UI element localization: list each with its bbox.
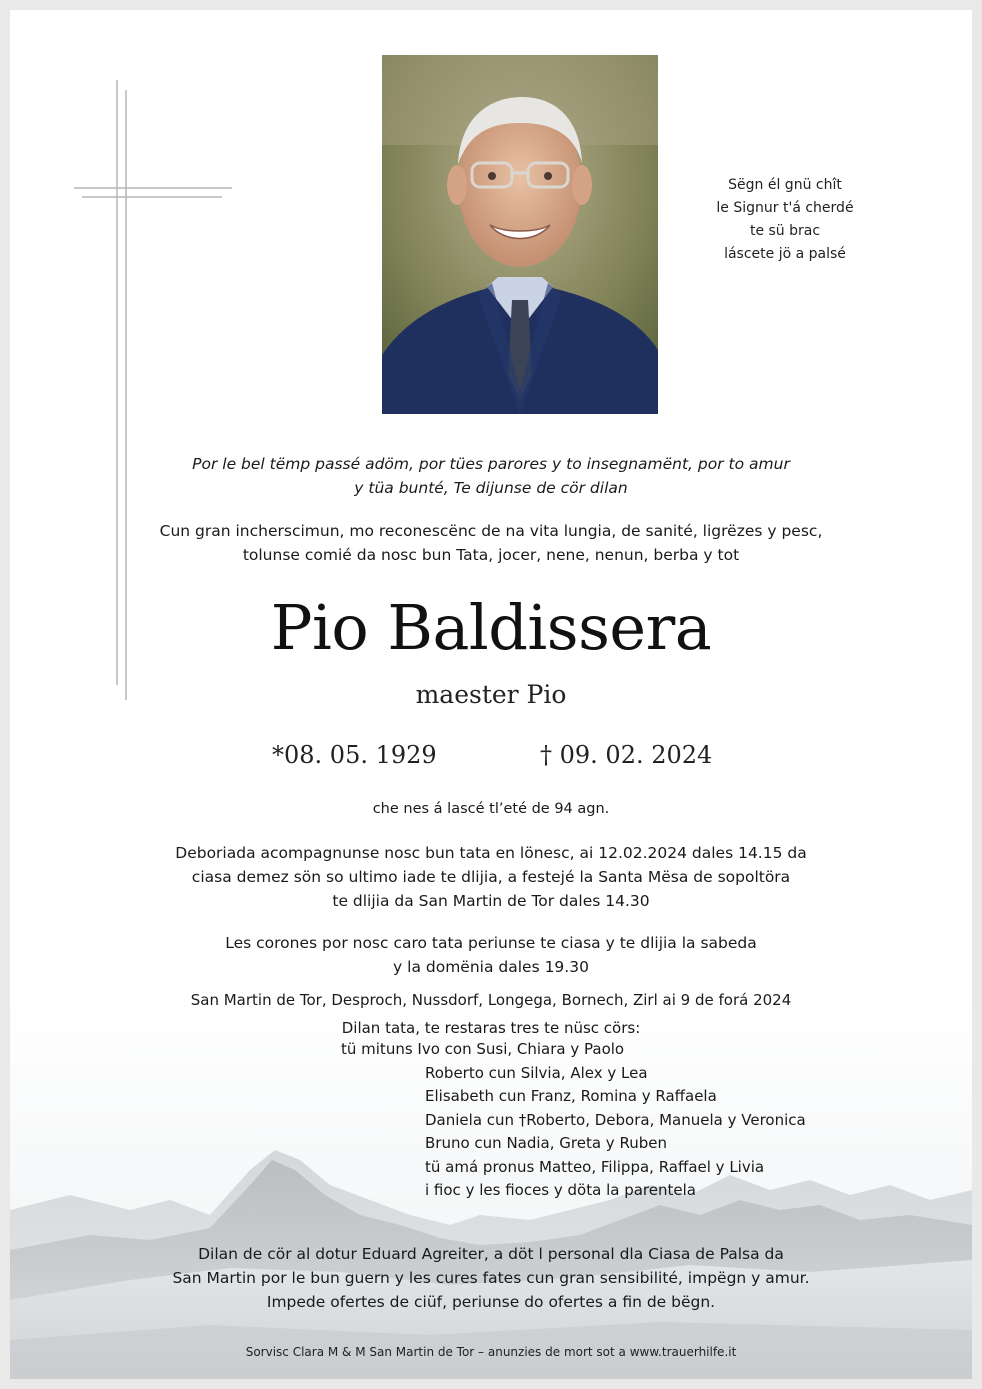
- intro-text: [10, 519, 972, 567]
- thanks-line: San Martin por le bun guern y les cures fates cun gran sensibilité, impëgn y amur.: [172, 1269, 810, 1287]
- family-line: Roberto cun Silvia, Alex y Lea: [425, 1063, 648, 1082]
- family-line: i fioc y les fioces y döta la parentela: [425, 1181, 696, 1199]
- funeral-line: ciasa demez sön so ultimo iade te dlijia, a festejé la Santa Mësa de sopoltöra: [191, 868, 791, 886]
- wreaths-line: Les corones por nosc caro tata periunse te ciasa y te dlijia la sabeda: [225, 934, 757, 952]
- intro-line: Cun gran incherscimun, mo reconescënc de na vita lungia, de sanité, ligrëzes y pesc,: [159, 522, 823, 540]
- portrait-photo: [382, 55, 658, 414]
- place-date: San Martin de Tor, Desproch, Nussdorf, Longega, Bornech, Zirl ai 9 de forá 2024: [190, 991, 792, 1009]
- mourners-intro: Dilan tata, te restaras tres te nüsc cörs:: [341, 1019, 641, 1037]
- verse-line: te sü brac: [749, 223, 821, 239]
- funeral-line: Deboriada acompagnunse nosc bun tata en lönesc, ai 12.02.2024 dales 14.15 da: [175, 844, 807, 862]
- obituary-card: [10, 10, 972, 1379]
- family-line: Daniela cun †Roberto, Debora, Manuela y Veronica: [425, 1110, 806, 1129]
- funeral-text: [10, 841, 972, 913]
- age-text: che nes á lascé tl’eté de 94 agn.: [372, 801, 610, 817]
- thanks-text: [10, 1242, 972, 1314]
- footer-note: Sorvisc Clara M & M San Martin de Tor – anunzies de mort sot a www.trauerhilfe.it: [245, 1345, 737, 1359]
- quote-line: Por le bel tëmp passé adöm, por tües parores y to insegnamënt, por to amur: [192, 455, 790, 473]
- family-line: Elisabeth cun Franz, Romina y Raffaela: [425, 1087, 717, 1105]
- verse-line: le Signur t'á cherdé: [716, 200, 854, 216]
- wreaths-line: y la domënia dales 19.30: [393, 958, 589, 976]
- verse-line: láscete jö a palsé: [724, 246, 846, 262]
- wreaths-text: [10, 931, 972, 979]
- family-line: tü amá pronus Matteo, Filippa, Raffael y Livia: [425, 1157, 765, 1176]
- quote-line: y tüa bunté, Te dijunse de cör dilan: [354, 479, 628, 497]
- verse: [700, 174, 870, 266]
- family-line: Bruno cun Nadia, Greta y Ruben: [425, 1134, 667, 1152]
- family-list: [341, 1038, 806, 1203]
- verse-line: Sëgn él gnü chît: [728, 177, 842, 193]
- family-line: tü mituns Ivo con Susi, Chiara y Paolo: [341, 1040, 625, 1058]
- funeral-line: te dlijia da San Martin de Tor dales 14.30: [332, 892, 650, 910]
- death-date: † 09. 02. 2024: [540, 741, 713, 769]
- thanks-line: Impede ofertes de ciüf, periunse do ofertes a fin de bëgn.: [266, 1293, 716, 1311]
- intro-line: tolunse comié da nosc bun Tata, jocer, nene, nenun, berba y tot: [242, 546, 740, 564]
- birth-date: *08. 05. 1929: [272, 741, 437, 769]
- dedication-quote: [10, 452, 972, 500]
- deceased-name: Pio Baldissera: [270, 591, 712, 664]
- thanks-line: Dilan de cör al dotur Eduard Agreiter, a döt l personal dla Ciasa de Palsa da: [198, 1245, 784, 1263]
- deceased-nickname: maester Pio: [415, 680, 567, 709]
